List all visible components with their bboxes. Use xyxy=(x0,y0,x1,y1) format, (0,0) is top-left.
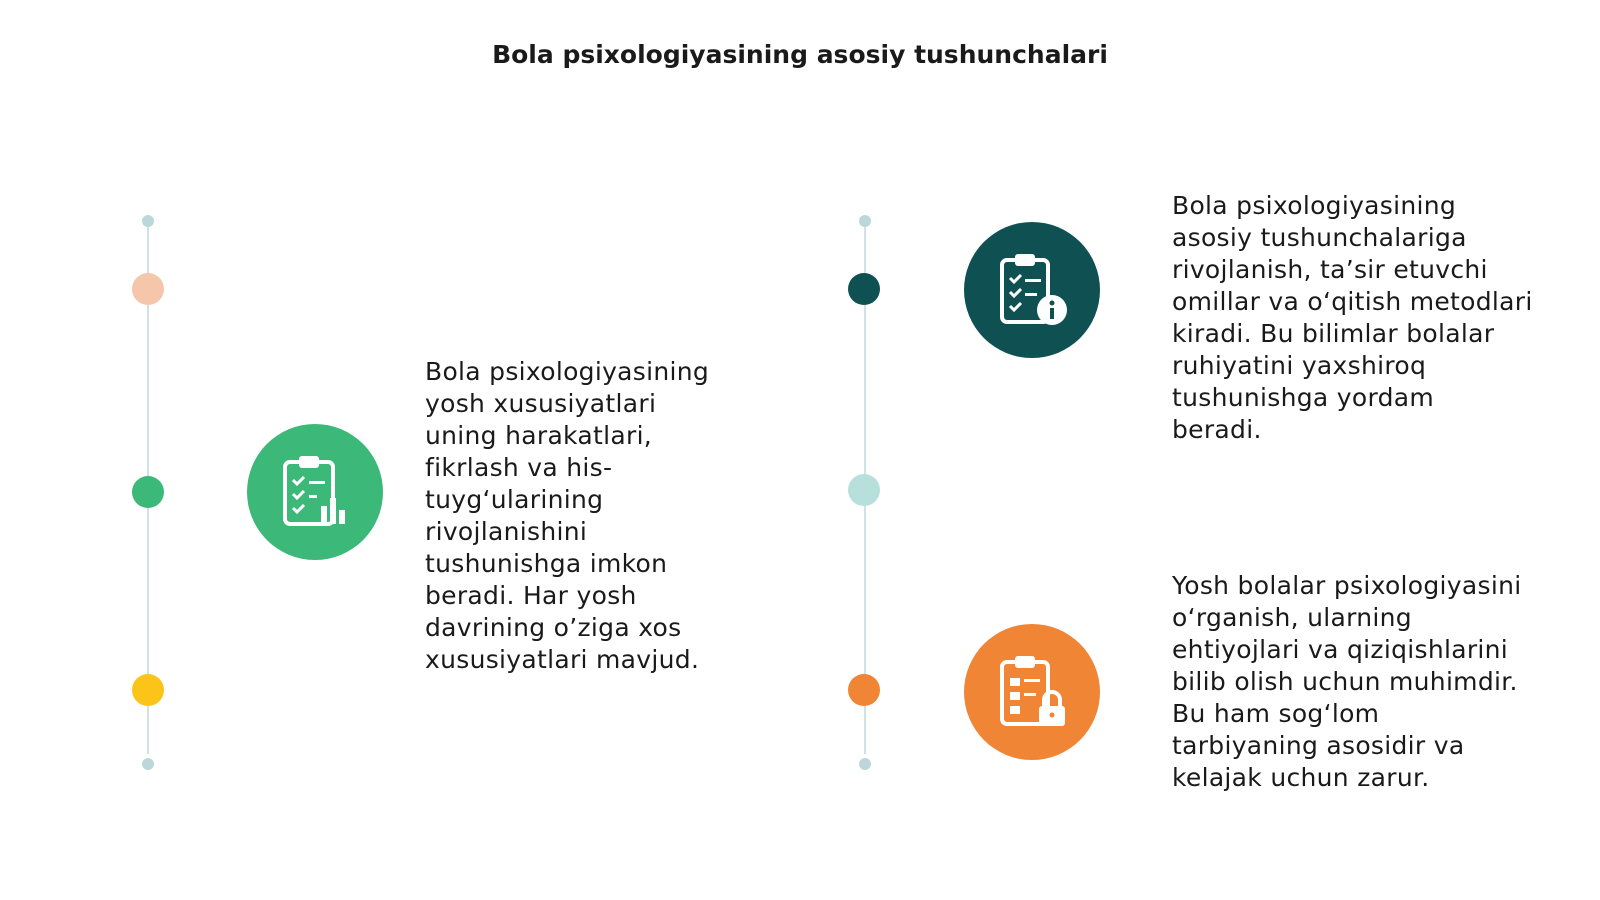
text-line: tushunishga yordam xyxy=(1172,383,1435,412)
text-line: tuyg‘ularining xyxy=(425,485,604,514)
text-line: bilib olish uchun muhimdir. xyxy=(1172,667,1518,696)
concept-text xyxy=(1172,190,1572,446)
text-line: tarbiyaning asosidir va xyxy=(1172,731,1465,760)
text-line: fikrlash va his- xyxy=(425,453,613,482)
text-line: ehtiyojlari va qiziqishlarini xyxy=(1172,635,1509,664)
text-line: beradi. Har yosh xyxy=(425,581,637,610)
text-line: Bola psixologiyasining xyxy=(1172,191,1457,220)
text-line: o‘rganish, ularning xyxy=(1172,603,1412,632)
text-line: uning harakatlari, xyxy=(425,421,653,450)
timeline-end-cap xyxy=(142,758,154,770)
text-line: omillar va o‘qitish metodlari xyxy=(1172,287,1533,316)
timeline-dot-peach xyxy=(132,273,164,305)
timeline-start-cap xyxy=(859,215,871,227)
text-line: xususiyatlari mavjud. xyxy=(425,645,700,674)
timeline-end-cap xyxy=(859,758,871,770)
text-line: beradi. xyxy=(1172,415,1262,444)
page-title: Bola psixologiyasining asosiy tushunchalari xyxy=(492,40,1108,69)
timeline-dot-green xyxy=(132,476,164,508)
text-line: yosh xususiyatlari xyxy=(425,389,657,418)
text-line: Bu ham sog‘lom xyxy=(1172,699,1380,728)
clipboard-chart-icon xyxy=(247,424,383,560)
concept-text xyxy=(425,356,765,676)
timeline-dot-light-teal xyxy=(848,474,880,506)
text-line: Yosh bolalar psixologiyasini xyxy=(1172,571,1522,600)
text-line: rivojlanishini xyxy=(425,517,588,546)
timeline-start-cap xyxy=(142,215,154,227)
timeline-dot-yellow xyxy=(132,674,164,706)
clipboard-lock-icon xyxy=(964,624,1100,760)
text-line: tushunishga imkon xyxy=(425,549,668,578)
timeline-dot-orange xyxy=(848,674,880,706)
text-line: rivojlanish, ta’sir etuvchi xyxy=(1172,255,1488,284)
concept-text xyxy=(1172,570,1572,794)
text-line: ruhiyatini yaxshiroq xyxy=(1172,351,1427,380)
timeline-dot-teal xyxy=(848,273,880,305)
text-line: kelajak uchun zarur. xyxy=(1172,763,1430,792)
clipboard-info-icon xyxy=(964,222,1100,358)
text-line: davrining o’ziga xos xyxy=(425,613,682,642)
text-line: asosiy tushunchalariga xyxy=(1172,223,1467,252)
text-line: Bola psixologiyasining xyxy=(425,357,710,386)
text-line: kiradi. Bu bilimlar bolalar xyxy=(1172,319,1495,348)
